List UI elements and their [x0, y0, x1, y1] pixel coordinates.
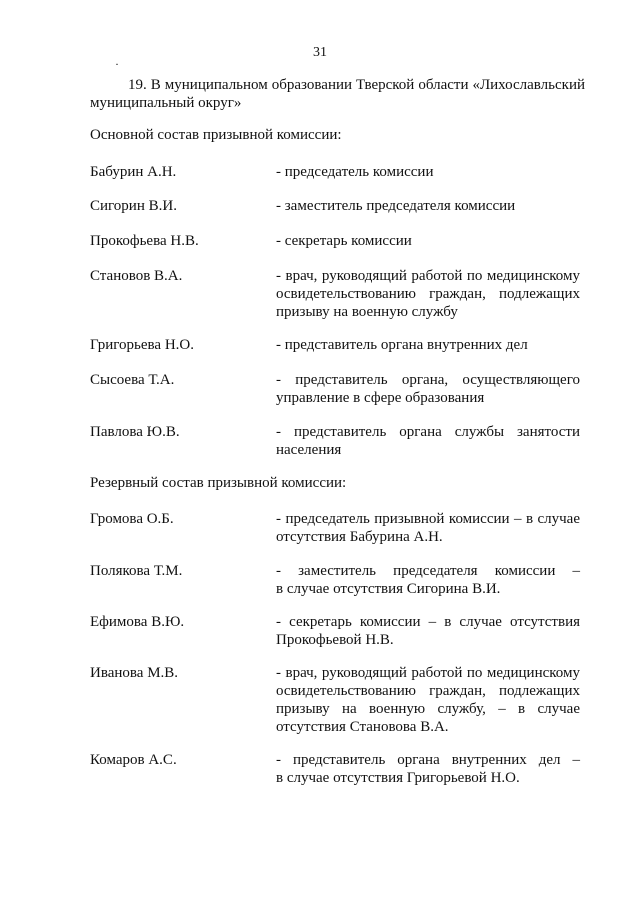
member-role: [276, 267, 580, 321]
role-line: - представитель органа, осуществляющего: [276, 372, 580, 388]
role-line: управление в сфере образования: [276, 390, 485, 406]
page-number: 31: [313, 45, 327, 60]
role-line: - врач, руководящий работой по медицинскому: [276, 665, 580, 681]
member-role: [276, 613, 580, 649]
member-name: Бабурин А.Н.: [90, 164, 177, 180]
member-role: [276, 664, 580, 736]
role-line: призыву на военную службу, – в случае: [276, 701, 580, 717]
member-name: Григорьева Н.О.: [90, 337, 194, 353]
role-line: - секретарь комиссии: [276, 233, 412, 249]
section-heading: 19. В муниципальном образовании Тверской области «Лихославльский муниципальный округ»: [90, 77, 585, 111]
role-line: - представитель органа внутренних дел: [276, 337, 528, 353]
member-role: [276, 371, 580, 407]
member-name: Прокофьева Н.В.: [90, 233, 199, 249]
member-name: Громова О.Б.: [90, 511, 174, 527]
member-role: [276, 510, 580, 546]
role-line: отсутствия Становова В.А.: [276, 719, 449, 735]
role-line: в случае отсутствия Сигорина В.И.: [276, 581, 501, 597]
member-role: [276, 197, 580, 215]
member-name: Сысоева Т.А.: [90, 372, 175, 388]
role-line: населения: [276, 442, 342, 458]
role-line: освидетельствованию граждан, подлежащих: [276, 286, 580, 302]
member-name: Сигорин В.И.: [90, 198, 177, 214]
role-line: Прокофьевой Н.В.: [276, 632, 394, 648]
member-role: [276, 336, 580, 354]
role-line: отсутствия Бабурина А.Н.: [276, 529, 443, 545]
member-role: [276, 232, 580, 250]
member-role: [276, 562, 580, 598]
role-line: - врач, руководящий работой по медицинскому: [276, 268, 580, 284]
role-line: - заместитель председателя комиссии –: [276, 563, 580, 579]
member-role: [276, 751, 580, 787]
role-line: - председатель призывной комиссии – в случае: [276, 511, 580, 527]
role-line: освидетельствованию граждан, подлежащих: [276, 683, 580, 699]
member-name: Ефимова В.Ю.: [90, 614, 185, 630]
role-line: призыву на военную службу: [276, 304, 458, 320]
member-name: Иванова М.В.: [90, 665, 179, 681]
member-name: Полякова Т.М.: [90, 563, 183, 579]
role-line: - председатель комиссии: [276, 164, 434, 180]
member-name: Комаров А.С.: [90, 752, 177, 768]
role-line: - секретарь комиссии – в случае отсутствия: [276, 614, 580, 630]
role-line: в случае отсутствия Григорьевой Н.О.: [276, 770, 520, 786]
reserve-composition-title: Резервный состав призывной комиссии:: [90, 475, 347, 491]
member-role: [276, 423, 580, 459]
role-line: - представитель органа внутренних дел –: [276, 752, 580, 768]
member-role: [276, 163, 580, 181]
main-composition-title: Основной состав призывной комиссии:: [90, 127, 342, 143]
scan-speck: ·: [115, 57, 119, 71]
role-line: - представитель органа службы занятости: [276, 424, 580, 440]
member-name: Павлова Ю.В.: [90, 424, 180, 440]
role-line: - заместитель председателя комиссии: [276, 198, 516, 214]
member-name: Становов В.А.: [90, 268, 183, 284]
